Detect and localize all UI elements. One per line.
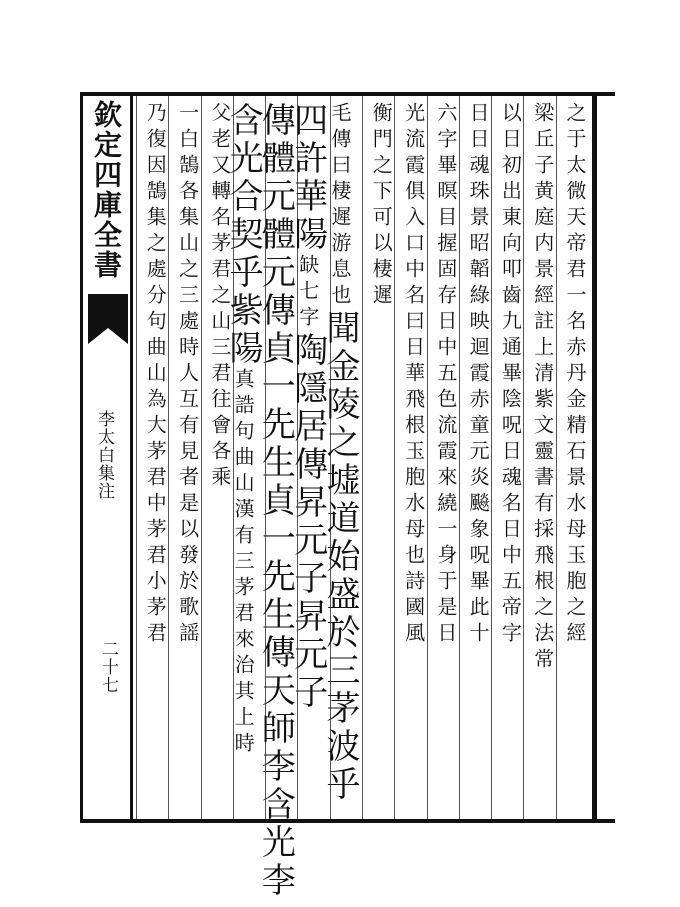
text-column bbox=[558, 102, 586, 648]
main-text: 傳體元體元傳貞一先生貞一先生傳天師李含光李 bbox=[255, 102, 296, 900]
collection-title: 欽定四庫全書 bbox=[90, 100, 123, 280]
commentary-text: 真誥句曲山漢有三茅君來治其上時 bbox=[231, 368, 256, 758]
commentary-text: 缺七字 bbox=[295, 254, 320, 332]
commentary-text: 一白鵠各集山之三處時人互有見者是以發於歌謡 bbox=[175, 102, 200, 648]
page-number: 二十七 bbox=[98, 640, 118, 694]
text-column bbox=[319, 102, 360, 804]
column-rule bbox=[556, 96, 557, 819]
main-text: 陶隱居傳昇元子昇元子 bbox=[287, 332, 328, 712]
frame-top-border bbox=[80, 92, 615, 96]
text-column bbox=[364, 102, 392, 310]
text-column bbox=[287, 102, 328, 712]
frame-right-border bbox=[592, 92, 597, 823]
column-rule bbox=[523, 96, 524, 819]
main-text: 含光合契乎紫陽 bbox=[223, 102, 264, 368]
column-rule bbox=[362, 96, 363, 819]
commentary-text: 父老又轉名茅君之山三君往會各乘 bbox=[207, 102, 232, 492]
text-column bbox=[429, 102, 457, 648]
text-column bbox=[525, 102, 553, 674]
commentary-text: 日日魂珠景昭韜綠映迴霞赤童元炎飈象呪畢此十 bbox=[466, 102, 491, 648]
frame-bottom-border bbox=[80, 819, 615, 823]
column-rule bbox=[168, 96, 169, 819]
text-column bbox=[170, 102, 198, 648]
commentary-text: 之于太微天帝君一名赤丹金精石景水母玉胞之經 bbox=[562, 102, 587, 648]
margin-strip-rule bbox=[130, 96, 133, 819]
text-column bbox=[138, 102, 166, 648]
column-rule bbox=[394, 96, 395, 819]
column-rule bbox=[136, 96, 137, 819]
main-text: 聞金陵之墟道始盛於三茅波乎 bbox=[319, 310, 360, 804]
column-rule bbox=[491, 96, 492, 819]
text-column bbox=[461, 102, 489, 648]
text-column bbox=[493, 102, 521, 648]
commentary-text: 梁丘子黄庭内景經註上清紫文靈書有採飛根之法常 bbox=[530, 102, 555, 674]
commentary-text: 以日初出東向叩齒九通畢陰呪日魂名日中五帝字 bbox=[498, 102, 523, 648]
commentary-text: 光流霞俱入口中名曰日華飛根玉胞水母也詩國風 bbox=[401, 102, 426, 648]
column-rule bbox=[427, 96, 428, 819]
text-column bbox=[223, 102, 264, 758]
book-title: 李太白集注 bbox=[94, 410, 114, 500]
main-text: 四許華陽 bbox=[287, 102, 328, 254]
text-column bbox=[203, 102, 231, 492]
commentary-text: 六字畢暝目握固存日中五色流霞來繞一身于是日 bbox=[433, 102, 458, 648]
commentary-text: 衡門之下可以棲遲 bbox=[369, 102, 394, 310]
text-column bbox=[255, 102, 296, 900]
commentary-text: 毛傳曰棲遲游息也 bbox=[327, 102, 352, 310]
text-column bbox=[396, 102, 424, 648]
column-rule bbox=[201, 96, 202, 819]
column-rule bbox=[459, 96, 460, 819]
fishtail-mark-icon bbox=[88, 294, 128, 344]
commentary-text: 乃復因鵠集之處分句曲山為大茅君中茅君小茅君 bbox=[143, 102, 168, 648]
